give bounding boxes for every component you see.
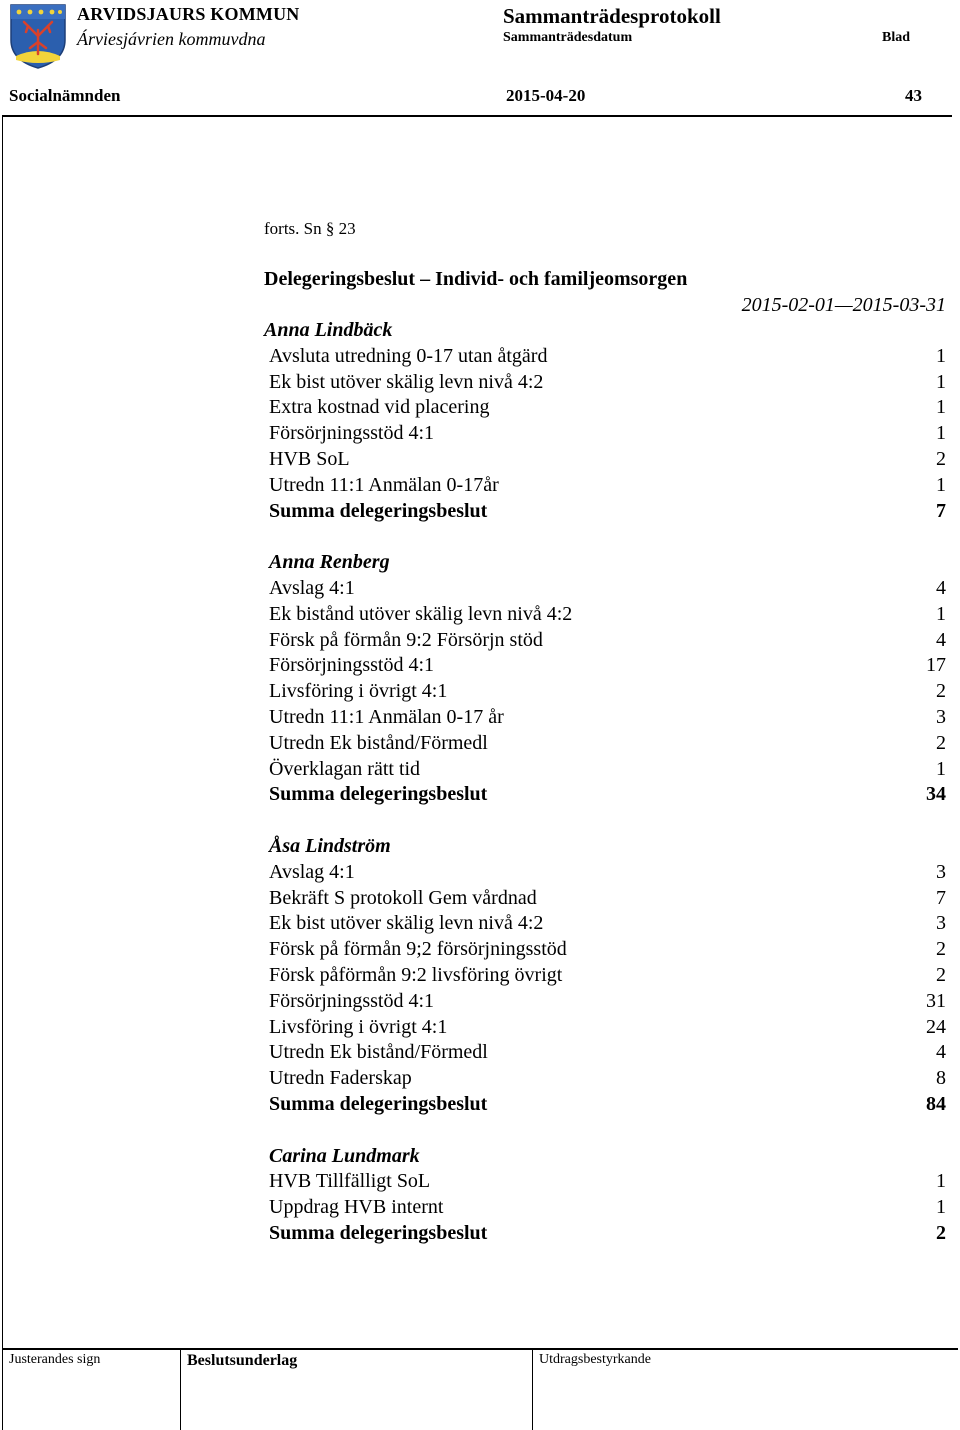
item-label: Ek bistånd utöver skälig levn nivå 4:2 bbox=[269, 602, 573, 625]
item-count: 8 bbox=[936, 1067, 946, 1090]
committee-name: Socialnämnden bbox=[9, 86, 121, 105]
person-section bbox=[264, 834, 946, 1118]
sum-label: Summa delegeringsbeslut bbox=[269, 499, 488, 522]
item-count: 1 bbox=[936, 473, 946, 496]
item-label: Försk på förmån 9:2 Försörjn stöd bbox=[269, 628, 543, 651]
sum-value: 2 bbox=[936, 1221, 946, 1244]
item-label: Försörjningsstöd 4:1 bbox=[269, 989, 435, 1012]
item-label: Försörjningsstöd 4:1 bbox=[269, 654, 435, 677]
item-label: Extra kostnad vid placering bbox=[269, 396, 490, 419]
item-count: 1 bbox=[936, 344, 946, 367]
person-section bbox=[264, 550, 946, 808]
item-count: 3 bbox=[936, 912, 946, 935]
sum-value: 34 bbox=[926, 783, 946, 806]
item-label: Livsföring i övrigt 4:1 bbox=[269, 680, 448, 703]
item-label: Avslag 4:1 bbox=[269, 860, 355, 883]
list-item bbox=[264, 886, 946, 912]
item-label: Försk på förmån 9;2 försörjningsstöd bbox=[269, 938, 567, 961]
item-count: 24 bbox=[926, 1015, 946, 1038]
item-count: 31 bbox=[926, 989, 946, 1012]
municipal-crest-icon bbox=[8, 2, 68, 70]
item-count: 1 bbox=[936, 370, 946, 393]
document-header bbox=[0, 0, 960, 116]
item-count: 1 bbox=[936, 1196, 946, 1219]
sum-row bbox=[264, 499, 946, 525]
organization-name: ARVIDSJAURS KOMMUN bbox=[77, 4, 300, 24]
list-item bbox=[264, 1066, 946, 1092]
list-item bbox=[264, 473, 946, 499]
item-label: Bekräft S protokoll Gem vårdnad bbox=[269, 886, 537, 909]
list-item bbox=[264, 628, 946, 654]
item-count: 1 bbox=[936, 1170, 946, 1193]
item-label: Utredn Faderskap bbox=[269, 1067, 412, 1090]
item-label: HVB SoL bbox=[269, 447, 350, 470]
list-item bbox=[264, 1015, 946, 1041]
document-body bbox=[264, 216, 946, 1247]
sum-label: Summa delegeringsbeslut bbox=[269, 783, 488, 806]
item-label: Uppdrag HVB internt bbox=[269, 1196, 444, 1219]
list-item bbox=[264, 653, 946, 679]
item-label: HVB Tillfälligt SoL bbox=[269, 1170, 431, 1193]
list-item bbox=[264, 757, 946, 783]
list-item bbox=[264, 1169, 946, 1195]
list-item bbox=[264, 911, 946, 937]
basis-label: Beslutsunderlag bbox=[187, 1352, 298, 1369]
item-label: Utredn 11:1 Anmälan 0-17 år bbox=[269, 705, 504, 728]
item-count: 1 bbox=[936, 757, 946, 780]
item-count: 2 bbox=[936, 938, 946, 961]
item-label: Ek bist utöver skälig levn nivå 4:2 bbox=[269, 370, 544, 393]
sum-row bbox=[264, 782, 946, 808]
footer-cell-extract bbox=[532, 1350, 959, 1430]
page-number: 43 bbox=[905, 86, 922, 105]
item-count: 2 bbox=[936, 680, 946, 703]
sum-label: Summa delegeringsbeslut bbox=[269, 1092, 488, 1115]
sum-row bbox=[264, 1221, 946, 1247]
list-item bbox=[264, 370, 946, 396]
list-item bbox=[264, 1195, 946, 1221]
item-label: Försörjningsstöd 4:1 bbox=[269, 422, 435, 445]
period-range: 2015-02-01—2015-03-31 bbox=[741, 294, 946, 316]
document-title: Sammanträdesprotokoll bbox=[503, 4, 721, 28]
page-label: Blad bbox=[882, 30, 911, 45]
item-count: 1 bbox=[936, 602, 946, 625]
list-item bbox=[264, 731, 946, 757]
item-count: 1 bbox=[936, 422, 946, 445]
person-section bbox=[264, 318, 946, 524]
list-item bbox=[264, 705, 946, 731]
item-count: 4 bbox=[936, 576, 946, 599]
extract-label: Utdragsbestyrkande bbox=[539, 1352, 651, 1367]
person-name: Anna Renberg bbox=[269, 551, 390, 574]
person-name: Åsa Lindström bbox=[269, 834, 391, 857]
meeting-date-label: Sammanträdesdatum bbox=[503, 30, 633, 45]
person-section bbox=[264, 1144, 946, 1247]
list-item bbox=[264, 679, 946, 705]
item-label: Avsluta utredning 0-17 utan åtgärd bbox=[269, 344, 548, 367]
item-count: 2 bbox=[936, 447, 946, 470]
list-item bbox=[264, 860, 946, 886]
list-item bbox=[264, 421, 946, 447]
list-item bbox=[264, 576, 946, 602]
sum-value: 84 bbox=[926, 1092, 946, 1115]
item-label: Ek bist utöver skälig levn nivå 4:2 bbox=[269, 912, 544, 935]
meeting-date: 2015-04-20 bbox=[506, 86, 586, 105]
signature-footer bbox=[2, 1348, 958, 1430]
item-count: 17 bbox=[926, 654, 946, 677]
sum-value: 7 bbox=[936, 499, 946, 522]
item-count: 1 bbox=[936, 396, 946, 419]
list-item bbox=[264, 963, 946, 989]
section-title: Delegeringsbeslut – Individ- och familjeomsorgen bbox=[264, 268, 688, 290]
sum-label: Summa delegeringsbeslut bbox=[269, 1221, 488, 1244]
sum-row bbox=[264, 1092, 946, 1118]
item-count: 7 bbox=[936, 886, 946, 909]
footer-cell-sign bbox=[2, 1350, 181, 1430]
item-count: 4 bbox=[936, 1041, 946, 1064]
item-label: Överklagan rätt tid bbox=[269, 757, 421, 780]
sign-label: Justerandes sign bbox=[9, 1352, 101, 1367]
item-label: Försk påförmån 9:2 livsföring övrigt bbox=[269, 963, 563, 986]
item-count: 2 bbox=[936, 731, 946, 754]
item-label: Utredn Ek bistånd/Förmedl bbox=[269, 731, 488, 754]
item-label: Livsföring i övrigt 4:1 bbox=[269, 1015, 448, 1038]
person-name: Carina Lundmark bbox=[269, 1144, 420, 1167]
person-name: Anna Lindbäck bbox=[264, 319, 393, 341]
list-item bbox=[264, 602, 946, 628]
list-item bbox=[264, 447, 946, 473]
item-count: 2 bbox=[936, 963, 946, 986]
organization-subtitle: Árviesjávrien kommuvdna bbox=[77, 29, 266, 49]
item-label: Avslag 4:1 bbox=[269, 576, 355, 599]
item-label: Utredn Ek bistånd/Förmedl bbox=[269, 1041, 488, 1064]
item-count: 3 bbox=[936, 705, 946, 728]
footer-cell-basis bbox=[180, 1350, 533, 1430]
list-item bbox=[264, 937, 946, 963]
list-item bbox=[264, 989, 946, 1015]
list-item bbox=[264, 395, 946, 421]
item-label: Utredn 11:1 Anmälan 0-17år bbox=[269, 473, 499, 496]
continuation-note: forts. Sn § 23 bbox=[264, 219, 356, 238]
item-count: 3 bbox=[936, 860, 946, 883]
list-item bbox=[264, 1040, 946, 1066]
list-item bbox=[264, 344, 946, 370]
item-count: 4 bbox=[936, 628, 946, 651]
